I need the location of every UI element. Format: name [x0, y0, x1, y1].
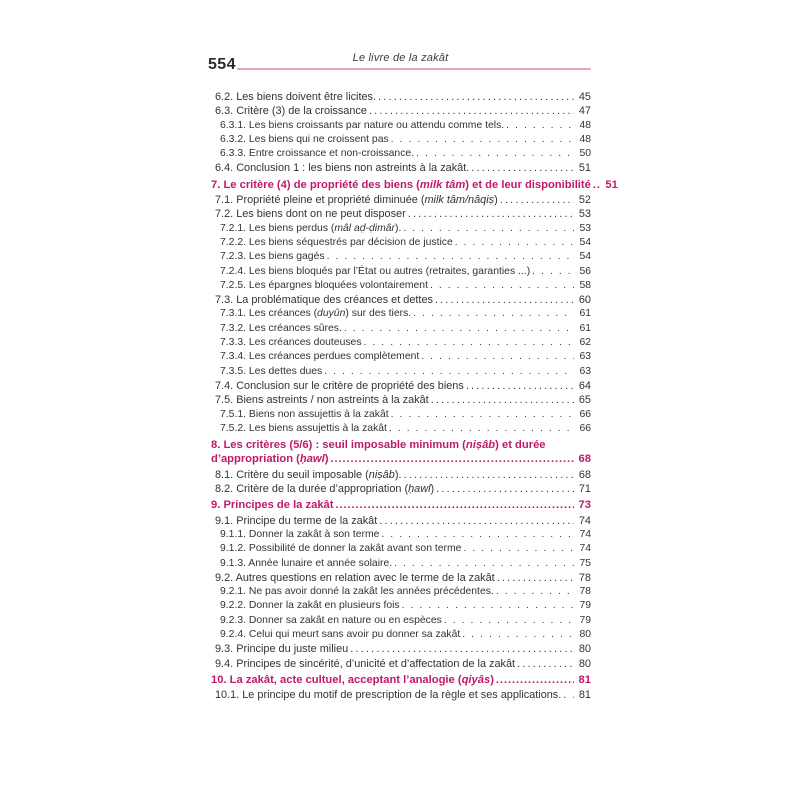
toc-label-text: 7.5.1. Biens non assujettis à la zakât — [220, 408, 389, 420]
toc-page-ref: 68 — [578, 468, 591, 481]
toc-entry-line — [215, 207, 591, 221]
toc-entry — [210, 482, 591, 496]
toc-entry — [210, 557, 591, 571]
toc-label-text: 9.2.4. Celui qui meurt sans avoir pu donner sa zakât — [220, 628, 461, 640]
toc-entry — [210, 336, 591, 350]
toc-entry-line — [220, 365, 591, 379]
toc-label-transliteration: ḥawl — [299, 453, 325, 466]
toc-entry — [210, 293, 591, 307]
toc-label-text: 7.3.5. Les dettes dues — [220, 365, 323, 377]
toc-label — [220, 279, 428, 293]
toc-label-text: 9.4. Principes de sincérité, d’unicité et d’affectation de la zakât — [215, 657, 516, 670]
toc-dot-leader — [444, 614, 574, 628]
toc-page-ref: 63 — [579, 351, 591, 363]
toc-entry-line — [220, 350, 591, 364]
toc-label — [220, 628, 460, 642]
toc-entry — [210, 133, 591, 147]
toc-dot-leader — [378, 90, 574, 104]
toc-page-ref: 48 — [579, 119, 591, 131]
toc-entry-line — [220, 542, 591, 556]
toc-label — [220, 336, 362, 350]
toc-entry — [210, 614, 591, 628]
toc-dot-leader — [462, 628, 574, 642]
toc-entry — [210, 393, 591, 407]
toc-label-text: 6.2. Les biens doivent être licites. — [215, 91, 377, 103]
toc-entry-line — [220, 322, 591, 336]
toc-page-ref: 80 — [578, 643, 591, 656]
toc-label-text: 7.2.2. Les biens séquestrés par décision de justice — [220, 236, 453, 248]
toc-dot-leader — [532, 265, 574, 279]
toc-page-ref: 48 — [579, 133, 591, 145]
toc-label-text: 8.2. Critère de la durée d’appropriation ( — [215, 483, 409, 496]
toc-page-ref: 66 — [579, 422, 591, 434]
toc-label — [211, 673, 494, 687]
toc-label — [215, 293, 433, 307]
toc-label-text: 7.3.3. Les créances douteuses — [220, 337, 362, 349]
toc-label-text: 6.4. Conclusion 1 : les biens non astreints à la zakât. — [215, 162, 470, 175]
toc-entry-line — [215, 514, 591, 528]
toc-page-ref: 61 — [579, 308, 591, 320]
toc-dot-leader — [563, 688, 574, 702]
toc-entry-line — [220, 119, 591, 133]
toc-page-ref: 66 — [579, 408, 591, 420]
toc-dot-leader — [421, 350, 574, 364]
toc-label-text: ) sur des tiers. — [345, 308, 412, 320]
toc-entry — [210, 408, 591, 422]
toc-label-transliteration: ḥawl — [408, 483, 431, 496]
toc-page-ref: 68 — [578, 453, 591, 466]
toc-label-text: 9.2.1. Ne pas avoir donné la zakât les années précédentes. — [220, 586, 494, 598]
toc-label — [211, 452, 328, 466]
toc-entry — [210, 236, 591, 250]
toc-label-text: d’appropriation ( — [211, 453, 300, 466]
toc-label-text: 9.2.2. Donner la zakât en plusieurs fois — [220, 600, 400, 612]
toc-label-text: ) — [324, 453, 329, 466]
toc-label — [215, 379, 464, 393]
toc-label — [220, 350, 419, 364]
toc-label-text: 7.2. Les biens dont on ne peut disposer — [215, 208, 406, 221]
toc-page-ref: 80 — [579, 628, 591, 640]
toc-label — [220, 365, 322, 379]
toc-entry-section — [210, 498, 591, 512]
toc-label-transliteration: milk tâm — [419, 178, 466, 191]
toc-dot-leader — [471, 161, 574, 175]
toc-entry-line — [215, 393, 591, 407]
toc-label-text: ). — [395, 222, 402, 234]
toc-page-ref: 58 — [579, 279, 591, 291]
toc-entry-line — [215, 104, 591, 118]
toc-page-ref: 74 — [579, 528, 591, 540]
toc-label — [220, 322, 342, 336]
toc-label — [215, 657, 515, 671]
toc-entry — [210, 542, 591, 556]
toc-label-text: ). — [394, 468, 402, 481]
toc-entry-section — [210, 673, 591, 687]
toc-page-ref: 61 — [579, 322, 591, 334]
toc-label-text: 9.1. Principe du terme de la zakât — [215, 514, 378, 527]
toc-dot-leader — [336, 498, 575, 512]
toc-entry — [210, 279, 591, 293]
toc-label — [220, 557, 392, 571]
toc-page-ref: 51 — [605, 178, 618, 191]
toc-dot-leader — [344, 322, 574, 336]
toc-page-ref: 81 — [578, 689, 591, 702]
toc-label — [220, 599, 400, 613]
toc-label — [220, 307, 411, 321]
toc-entry-line — [211, 452, 591, 466]
toc-label-text: 7.2.3. Les biens gagés — [220, 251, 325, 263]
toc-page-ref: 54 — [579, 251, 591, 263]
toc-label-text: 7. Le critère (4) de propriété des biens ( — [211, 178, 420, 191]
toc-page-ref: 65 — [578, 394, 591, 407]
toc-label-text: 7.1. Propriété pleine et propriété diminuée ( — [215, 194, 425, 207]
toc-label — [220, 422, 387, 436]
toc-entry-line — [215, 293, 591, 307]
toc-page-ref: 53 — [578, 208, 591, 221]
toc-label-text: 10. La zakât, acte cultuel, acceptant l’analogie ( — [211, 673, 462, 686]
toc-page-ref: 74 — [579, 543, 591, 555]
toc-label-transliteration: milk tâm/nâqiṣ — [424, 194, 495, 207]
toc-dot-leader — [517, 657, 574, 671]
toc-dot-leader — [436, 482, 574, 496]
toc-dot-leader — [379, 514, 574, 528]
toc-entry-section — [210, 178, 618, 192]
toc-page-ref: 75 — [579, 557, 591, 569]
toc-entry-line — [215, 571, 591, 585]
toc-label — [215, 90, 376, 104]
toc-page-ref: 80 — [578, 657, 591, 670]
toc-dot-leader — [403, 468, 574, 482]
toc-label-text: 7.4. Conclusion sur le critère de propriété des biens — [215, 379, 464, 392]
toc-page-ref: 47 — [578, 105, 591, 118]
toc-label — [215, 482, 434, 496]
toc-entry-line — [215, 482, 591, 496]
toc-label-text: 7.2.5. Les épargnes bloquées volontairement — [220, 279, 428, 291]
toc-entry-line — [220, 585, 591, 599]
toc-page-ref: 63 — [579, 365, 591, 377]
toc-dot-leader — [431, 393, 574, 407]
toc-label-text: ) et de leur disponibilité — [465, 178, 591, 191]
toc-entry — [210, 642, 591, 656]
toc-label-text: 6.3.2. Les biens qui ne croissent pas — [220, 133, 389, 145]
toc-page-ref: 73 — [578, 499, 591, 512]
toc-label-text: ) et durée — [495, 439, 546, 452]
toc-entry — [210, 528, 591, 542]
toc-entry-line — [215, 379, 591, 393]
toc-entry-line — [211, 178, 618, 192]
toc-label-transliteration: qiyâs — [461, 673, 491, 686]
toc-dot-leader — [593, 178, 601, 192]
toc-dot-leader — [330, 452, 574, 466]
toc-entry-line — [220, 599, 591, 613]
toc-entry — [210, 422, 591, 436]
toc-label-text: 9.2. Autres questions en relation avec le terme de la zakât — [215, 571, 495, 584]
toc-label-text: 9. Principes de la zakât — [211, 499, 334, 512]
toc-page-ref: 81 — [578, 673, 591, 686]
toc-dot-leader — [324, 365, 574, 379]
toc-dot-leader — [455, 236, 574, 250]
toc-dot-leader — [364, 336, 574, 350]
toc-page-ref: 50 — [579, 148, 591, 160]
toc-entry-line — [215, 642, 591, 656]
toc-dot-leader — [435, 293, 574, 307]
page-header — [210, 52, 591, 76]
toc-dot-leader — [430, 279, 574, 293]
toc-dot-leader — [506, 119, 574, 133]
toc-label-text: 7.2.1. Les biens perdus ( — [220, 222, 335, 234]
toc-entry-line — [220, 628, 591, 642]
running-title: Le livre de la zakât — [352, 52, 449, 64]
toc-label-text: 8.1. Critère du seuil imposable ( — [215, 468, 369, 481]
toc-page-ref: 79 — [579, 614, 591, 626]
toc-label-text: ) — [490, 673, 494, 686]
toc-page-ref: 78 — [579, 586, 591, 598]
toc-label-text: 6.3.3. Entre croissance et non-croissance. — [220, 148, 415, 160]
page-number: 554 — [208, 56, 236, 73]
toc-entry — [210, 585, 591, 599]
toc-dot-leader — [391, 408, 574, 422]
page-content — [208, 52, 618, 702]
toc-entry-section — [210, 438, 591, 467]
toc-entry-first-line — [211, 438, 591, 452]
toc-label-text: 10.1. Le principe du motif de prescription de la règle et ses applications. — [215, 689, 562, 702]
toc-label — [215, 514, 377, 528]
toc-label-transliteration: niṣâb — [465, 439, 496, 452]
toc-label-transliteration: duyûn — [317, 308, 346, 320]
toc-entry — [210, 322, 591, 336]
toc-label — [215, 104, 367, 118]
toc-entry-line — [220, 222, 591, 236]
toc-entry-line — [220, 133, 591, 147]
toc-label — [220, 265, 530, 279]
toc-dot-leader — [403, 222, 574, 236]
toc-entry-line — [220, 336, 591, 350]
toc-label-text: 7.3.4. Les créances perdues complètement — [220, 351, 420, 363]
toc-dot-leader — [496, 673, 574, 687]
toc-label — [220, 542, 461, 556]
toc-label — [220, 528, 379, 542]
toc-entry — [210, 307, 591, 321]
toc-entry — [210, 599, 591, 613]
toc-page-ref: 51 — [578, 162, 591, 175]
toc-entry — [210, 688, 591, 702]
toc-label-text: ) — [430, 483, 435, 496]
toc-entry — [210, 222, 591, 236]
toc-label — [220, 133, 389, 147]
toc-dot-leader — [416, 147, 574, 161]
toc-label — [220, 119, 504, 133]
toc-entry — [210, 514, 591, 528]
toc-dot-leader — [408, 207, 574, 221]
toc-entry-line — [211, 673, 591, 687]
toc-label-text: 8. Les critères (5/6) : seuil imposable minimum ( — [211, 439, 466, 452]
toc-entry — [210, 265, 591, 279]
toc-entry-line — [215, 161, 591, 175]
toc-entry — [210, 193, 591, 207]
toc-entry — [210, 207, 591, 221]
toc-label-text: 7.3.2. Les créances sûres. — [220, 322, 342, 334]
toc-page-ref: 71 — [578, 483, 591, 496]
toc-entry-line — [220, 307, 591, 321]
toc-label — [215, 193, 498, 207]
toc-dot-leader — [402, 599, 574, 613]
toc-entry-line — [215, 657, 591, 671]
toc-entry — [210, 365, 591, 379]
toc-entry — [210, 571, 591, 585]
toc-label-text: 7.3. La problématique des créances et dettes — [215, 294, 433, 307]
toc-entry-line — [215, 90, 591, 104]
toc-entry — [210, 250, 591, 264]
toc-dot-leader — [327, 250, 574, 264]
toc-label — [215, 571, 495, 585]
toc-label-transliteration: niṣâb — [368, 468, 395, 481]
toc-label — [215, 393, 429, 407]
toc-entry — [210, 468, 591, 482]
toc-page-ref: 79 — [579, 600, 591, 612]
toc-label-text: 9.2.3. Donner sa zakât en nature ou en espèces — [220, 614, 442, 626]
toc-entry-line — [220, 528, 591, 542]
toc-label — [211, 178, 591, 192]
table-of-contents — [210, 90, 618, 702]
toc-label-text: 9.1.3. Année lunaire et année solaire. — [220, 557, 393, 569]
toc-entry — [210, 104, 591, 118]
toc-dot-leader — [394, 557, 574, 571]
toc-page-ref: 74 — [578, 514, 591, 527]
toc-entry — [210, 161, 591, 175]
toc-dot-leader — [381, 528, 574, 542]
toc-dot-leader — [463, 542, 574, 556]
toc-label-text: 7.5.2. Les biens assujettis à la zakât — [220, 422, 387, 434]
toc-entry — [210, 90, 591, 104]
toc-dot-leader — [497, 571, 574, 585]
toc-page-ref: 56 — [579, 265, 591, 277]
toc-label — [220, 585, 494, 599]
toc-label-text: ) — [494, 194, 498, 207]
toc-label-text: 9.1.2. Possibilité de donner la zakât avant son terme — [220, 543, 462, 555]
toc-label — [215, 688, 561, 702]
toc-entry-line — [220, 250, 591, 264]
toc-page-ref: 45 — [578, 91, 591, 103]
toc-label-text: 7.2.4. Les biens bloqués par l’État ou autres (retraites, garanties ...) — [220, 265, 531, 277]
toc-label — [220, 250, 325, 264]
toc-label — [215, 207, 406, 221]
toc-label — [215, 468, 401, 482]
toc-entry-line — [220, 265, 591, 279]
toc-label-text: 9.3. Principe du juste milieu — [215, 643, 349, 656]
toc-label-text: 6.3. Critère (3) de la croissance — [215, 105, 367, 118]
toc-page-ref: 54 — [579, 236, 591, 248]
toc-dot-leader — [500, 193, 574, 207]
toc-page-ref: 53 — [579, 222, 591, 234]
toc-dot-leader — [413, 307, 574, 321]
toc-label-text: 7.3.1. Les créances ( — [220, 308, 318, 320]
toc-page-ref: 60 — [578, 294, 591, 307]
toc-entry-line — [220, 422, 591, 436]
toc-label — [215, 642, 348, 656]
toc-dot-leader — [389, 422, 574, 436]
toc-label — [220, 147, 414, 161]
toc-entry-line — [220, 279, 591, 293]
toc-label — [220, 222, 401, 236]
toc-entry-line — [211, 498, 591, 512]
toc-label-text: 6.3.1. Les biens croissants par nature ou attendu comme tels. — [220, 119, 505, 131]
toc-entry — [210, 379, 591, 393]
toc-dot-leader — [496, 585, 574, 599]
toc-label-text: 9.1.1. Donner la zakât à son terme — [220, 528, 380, 540]
toc-dot-leader — [391, 133, 574, 147]
toc-entry-line — [220, 614, 591, 628]
toc-entry — [210, 350, 591, 364]
toc-label — [211, 498, 334, 512]
toc-label — [220, 236, 453, 250]
toc-entry-line — [215, 468, 591, 482]
toc-entry-line — [220, 236, 591, 250]
toc-entry — [210, 119, 591, 133]
toc-dot-leader — [350, 642, 574, 656]
toc-entry — [210, 147, 591, 161]
toc-page-ref: 78 — [578, 571, 591, 584]
toc-dot-leader — [369, 104, 574, 118]
toc-page-ref: 64 — [578, 379, 591, 392]
toc-entry-line — [215, 688, 591, 702]
toc-label — [220, 408, 389, 422]
toc-entry — [210, 657, 591, 671]
toc-label-text: 7.5. Biens astreints / non astreints à la zakât — [215, 394, 429, 407]
toc-entry-line — [220, 408, 591, 422]
toc-dot-leader — [466, 379, 574, 393]
toc-entry-line — [220, 147, 591, 161]
toc-entry-line — [220, 557, 591, 571]
toc-label — [215, 161, 469, 175]
header-rule — [237, 68, 591, 70]
toc-page-ref: 52 — [578, 194, 591, 207]
toc-page-ref: 62 — [579, 337, 591, 349]
toc-label — [220, 614, 442, 628]
toc-entry-line — [215, 193, 591, 207]
toc-entry — [210, 628, 591, 642]
toc-label-transliteration: mâl aḍ-ḍimâr — [334, 222, 396, 234]
